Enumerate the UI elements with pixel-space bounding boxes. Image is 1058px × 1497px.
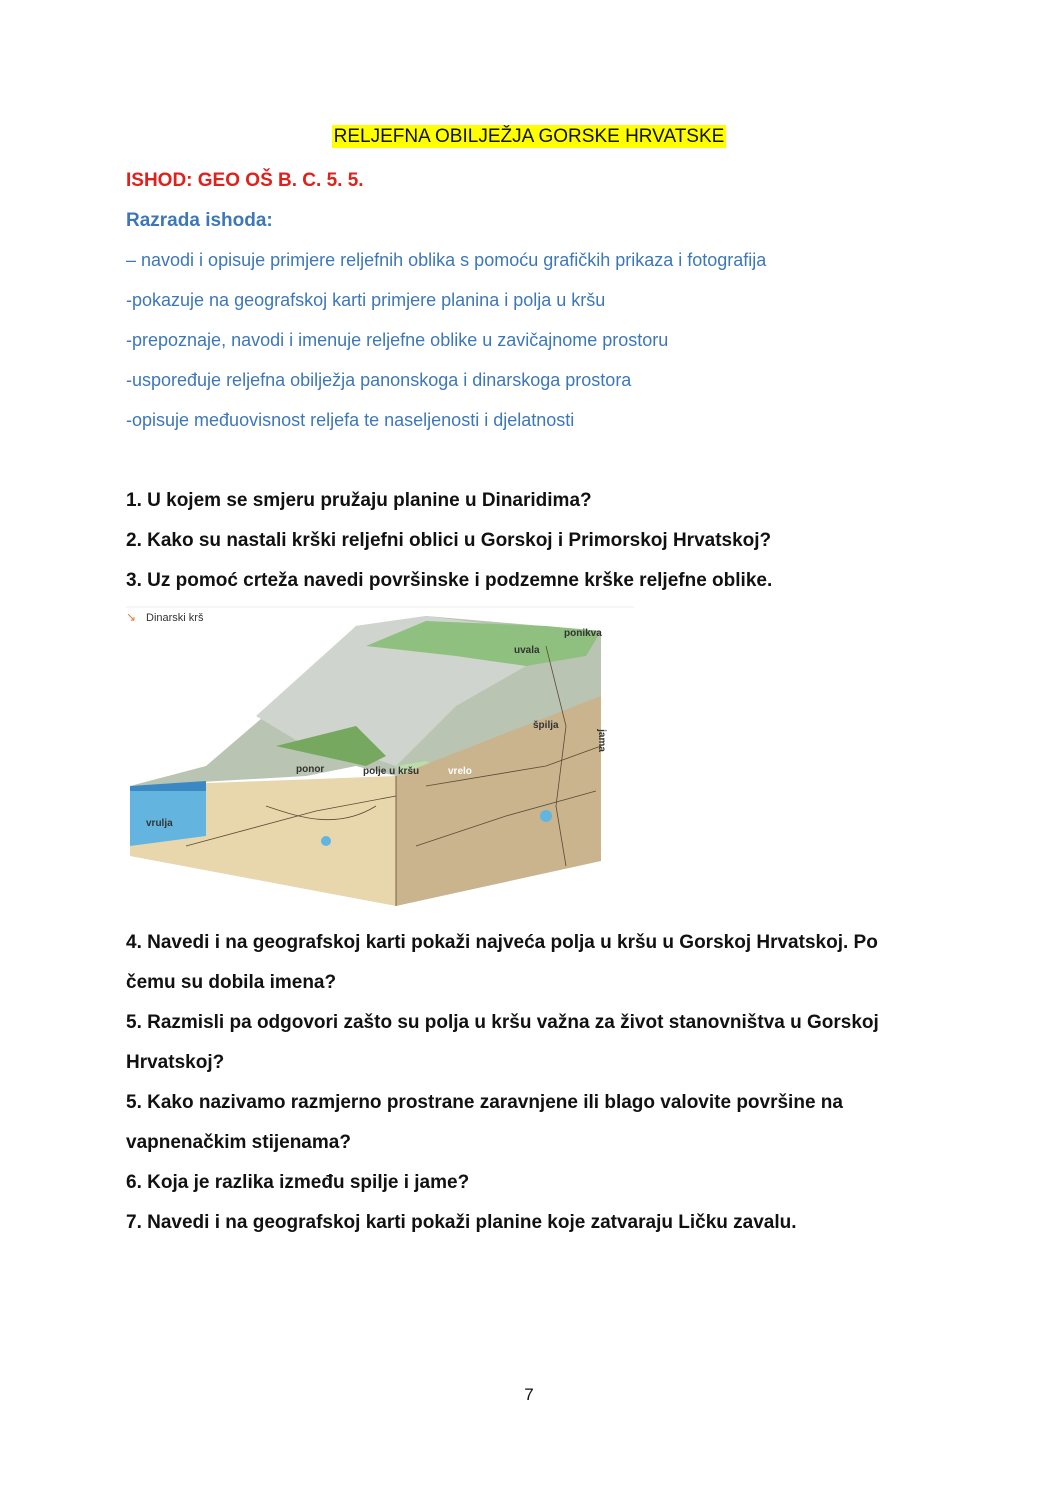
page-number: 7 — [524, 1385, 534, 1404]
question: 7. Navedi i na geografskoj karti pokaži planine koje zatvaraju Ličku zavalu. — [126, 1212, 797, 1233]
label-spilja: špilja — [533, 720, 559, 731]
question: vapnenačkim stijenama? — [126, 1132, 351, 1153]
question: 5. Razmisli pa odgovori zašto su polja u kršu važna za život stanovništva u Gorskoj — [126, 1012, 879, 1033]
label-vrulja: vrulja — [146, 818, 173, 829]
page-title: RELJEFNA OBILJEŽJA GORSKE HRVATSKE — [333, 126, 725, 147]
question: 6. Koja je razlika između spilje i jame? — [126, 1172, 470, 1193]
razrada-heading: Razrada ishoda: — [126, 210, 273, 231]
label-vrelo: vrelo — [448, 766, 472, 777]
karst-diagram — [126, 606, 634, 914]
razrada-item: – navodi i opisuje primjere reljefnih oblika s pomoću grafičkih prikaza i fotografija — [126, 250, 767, 270]
figure-caption: Dinarski krš — [146, 612, 204, 624]
label-ponor: ponor — [296, 764, 325, 775]
razrada-item: -pokazuje na geografskoj karti primjere planina i polja u kršu — [126, 290, 606, 310]
label-jama: jama — [595, 729, 607, 752]
question: 3. Uz pomoć crteža navedi površinske i podzemne krške reljefne oblike. — [126, 570, 773, 591]
razrada-item: -uspoređuje reljefna obilježja panonskoga i dinarskoga prostora — [126, 370, 632, 390]
question: 5. Kako nazivamo razmjerno prostrane zaravnjene ili blago valovite površine na — [126, 1092, 843, 1113]
label-ponikva: ponikva — [564, 628, 602, 639]
question: čemu su dobila imena? — [126, 972, 337, 993]
question: 1. U kojem se smjeru pružaju planine u Dinaridima? — [126, 490, 592, 511]
ishod-code: ISHOD: GEO OŠ B. C. 5. 5. — [126, 170, 364, 191]
label-polje: polje u kršu — [363, 766, 420, 777]
arrow-icon: ↘ — [126, 610, 137, 624]
question: 4. Navedi i na geografskoj karti pokaži najveća polja u kršu u Gorskoj Hrvatskoj. Po — [126, 932, 878, 953]
label-uvala: uvala — [514, 645, 540, 656]
question: Hrvatskoj? — [126, 1052, 225, 1073]
razrada-item: -prepoznaje, navodi i imenuje reljefne oblike u zavičajnome prostoru — [126, 330, 669, 350]
razrada-item: -opisuje međuovisnost reljefa te naseljenosti i djelatnosti — [126, 410, 575, 430]
question: 2. Kako su nastali krški reljefni oblici u Gorskoj i Primorskoj Hrvatskoj? — [126, 530, 772, 551]
